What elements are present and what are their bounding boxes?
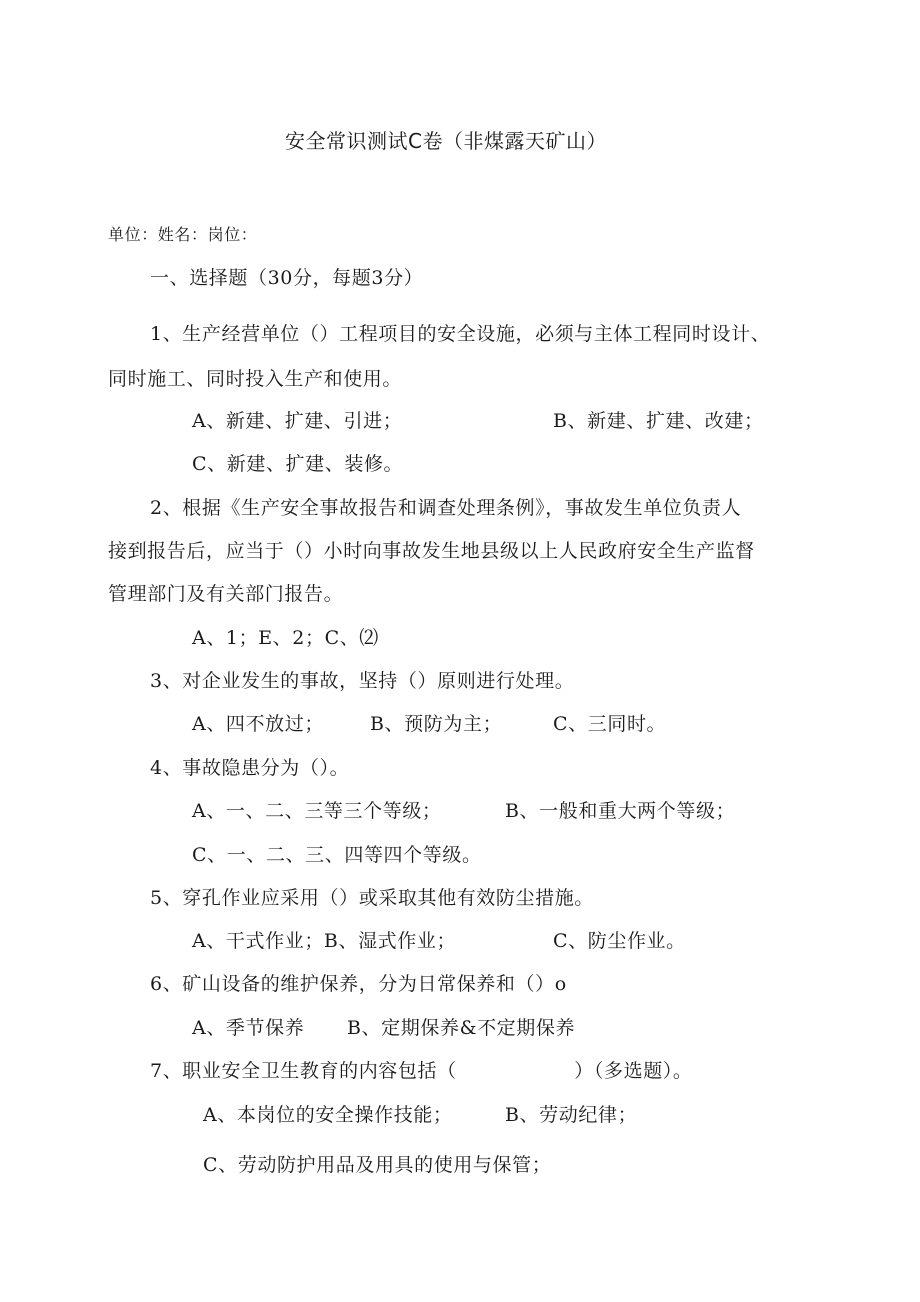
question-text-line: 4、事故隐患分为（）。 — [150, 757, 350, 779]
question-text-line: 6、矿山设备的维护保养，分为日常保养和（）o — [150, 973, 567, 995]
option: A、干式作业；B、湿式作业； — [192, 930, 457, 952]
option: A、一、二、三等三个等级； — [192, 800, 442, 822]
option: C、防尘作业。 — [553, 930, 686, 952]
option: A、新建、扩建、引进； — [192, 410, 403, 432]
option: C、新建、扩建、装修。 — [192, 453, 404, 475]
option: B、劳动纪律； — [505, 1104, 638, 1126]
option: C、一、二、三、四等四个等级。 — [192, 844, 482, 866]
option: A、季节保养 — [192, 1017, 305, 1039]
page-title: 安全常识测试C卷（非煤露天矿山） — [285, 129, 607, 153]
option: C、三同时。 — [553, 713, 667, 735]
question-text-line: 同时施工、同时投入生产和使用。 — [108, 368, 403, 390]
option: A、1；E、2；C、⑵ — [192, 627, 379, 649]
info-line: 单位：姓名：岗位： — [108, 225, 258, 244]
option: A、四不放过； — [192, 713, 324, 735]
question-text-line: 1、生产经营单位（）工程项目的安全设施，必须与主体工程同时设计、 — [150, 323, 771, 345]
option: B、一般和重大两个等级； — [505, 800, 736, 822]
question-text-line: 接到报告后，应当于（）小时向事故发生地县级以上人民政府安全生产监督 — [108, 540, 755, 562]
section-heading: 一、选择题（30分，每题3分） — [150, 267, 424, 289]
option: C、劳动防护用品及用具的使用与保管； — [203, 1154, 552, 1176]
question-text-line: 7、职业安全卫生教育的内容包括（ ）（多选题）。 — [150, 1060, 693, 1082]
option: B、新建、扩建、改建； — [553, 410, 764, 432]
option: B、预防为主； — [370, 713, 503, 735]
question-text-line: 3、对企业发生的事故，坚持（）原则进行处理。 — [150, 670, 575, 692]
question-text-line: 5、穿孔作业应采用（）或采取其他有效防尘措施。 — [150, 887, 594, 909]
question-text-line: 2、根据《生产安全事故报告和调查处理条例》，事故发生单位负责人 — [150, 497, 742, 519]
option: A、本岗位的安全操作技能； — [203, 1104, 453, 1126]
question-text-line: 管理部门及有关部门报告。 — [108, 583, 344, 605]
option: B、定期保养&不定期保养 — [347, 1017, 576, 1039]
